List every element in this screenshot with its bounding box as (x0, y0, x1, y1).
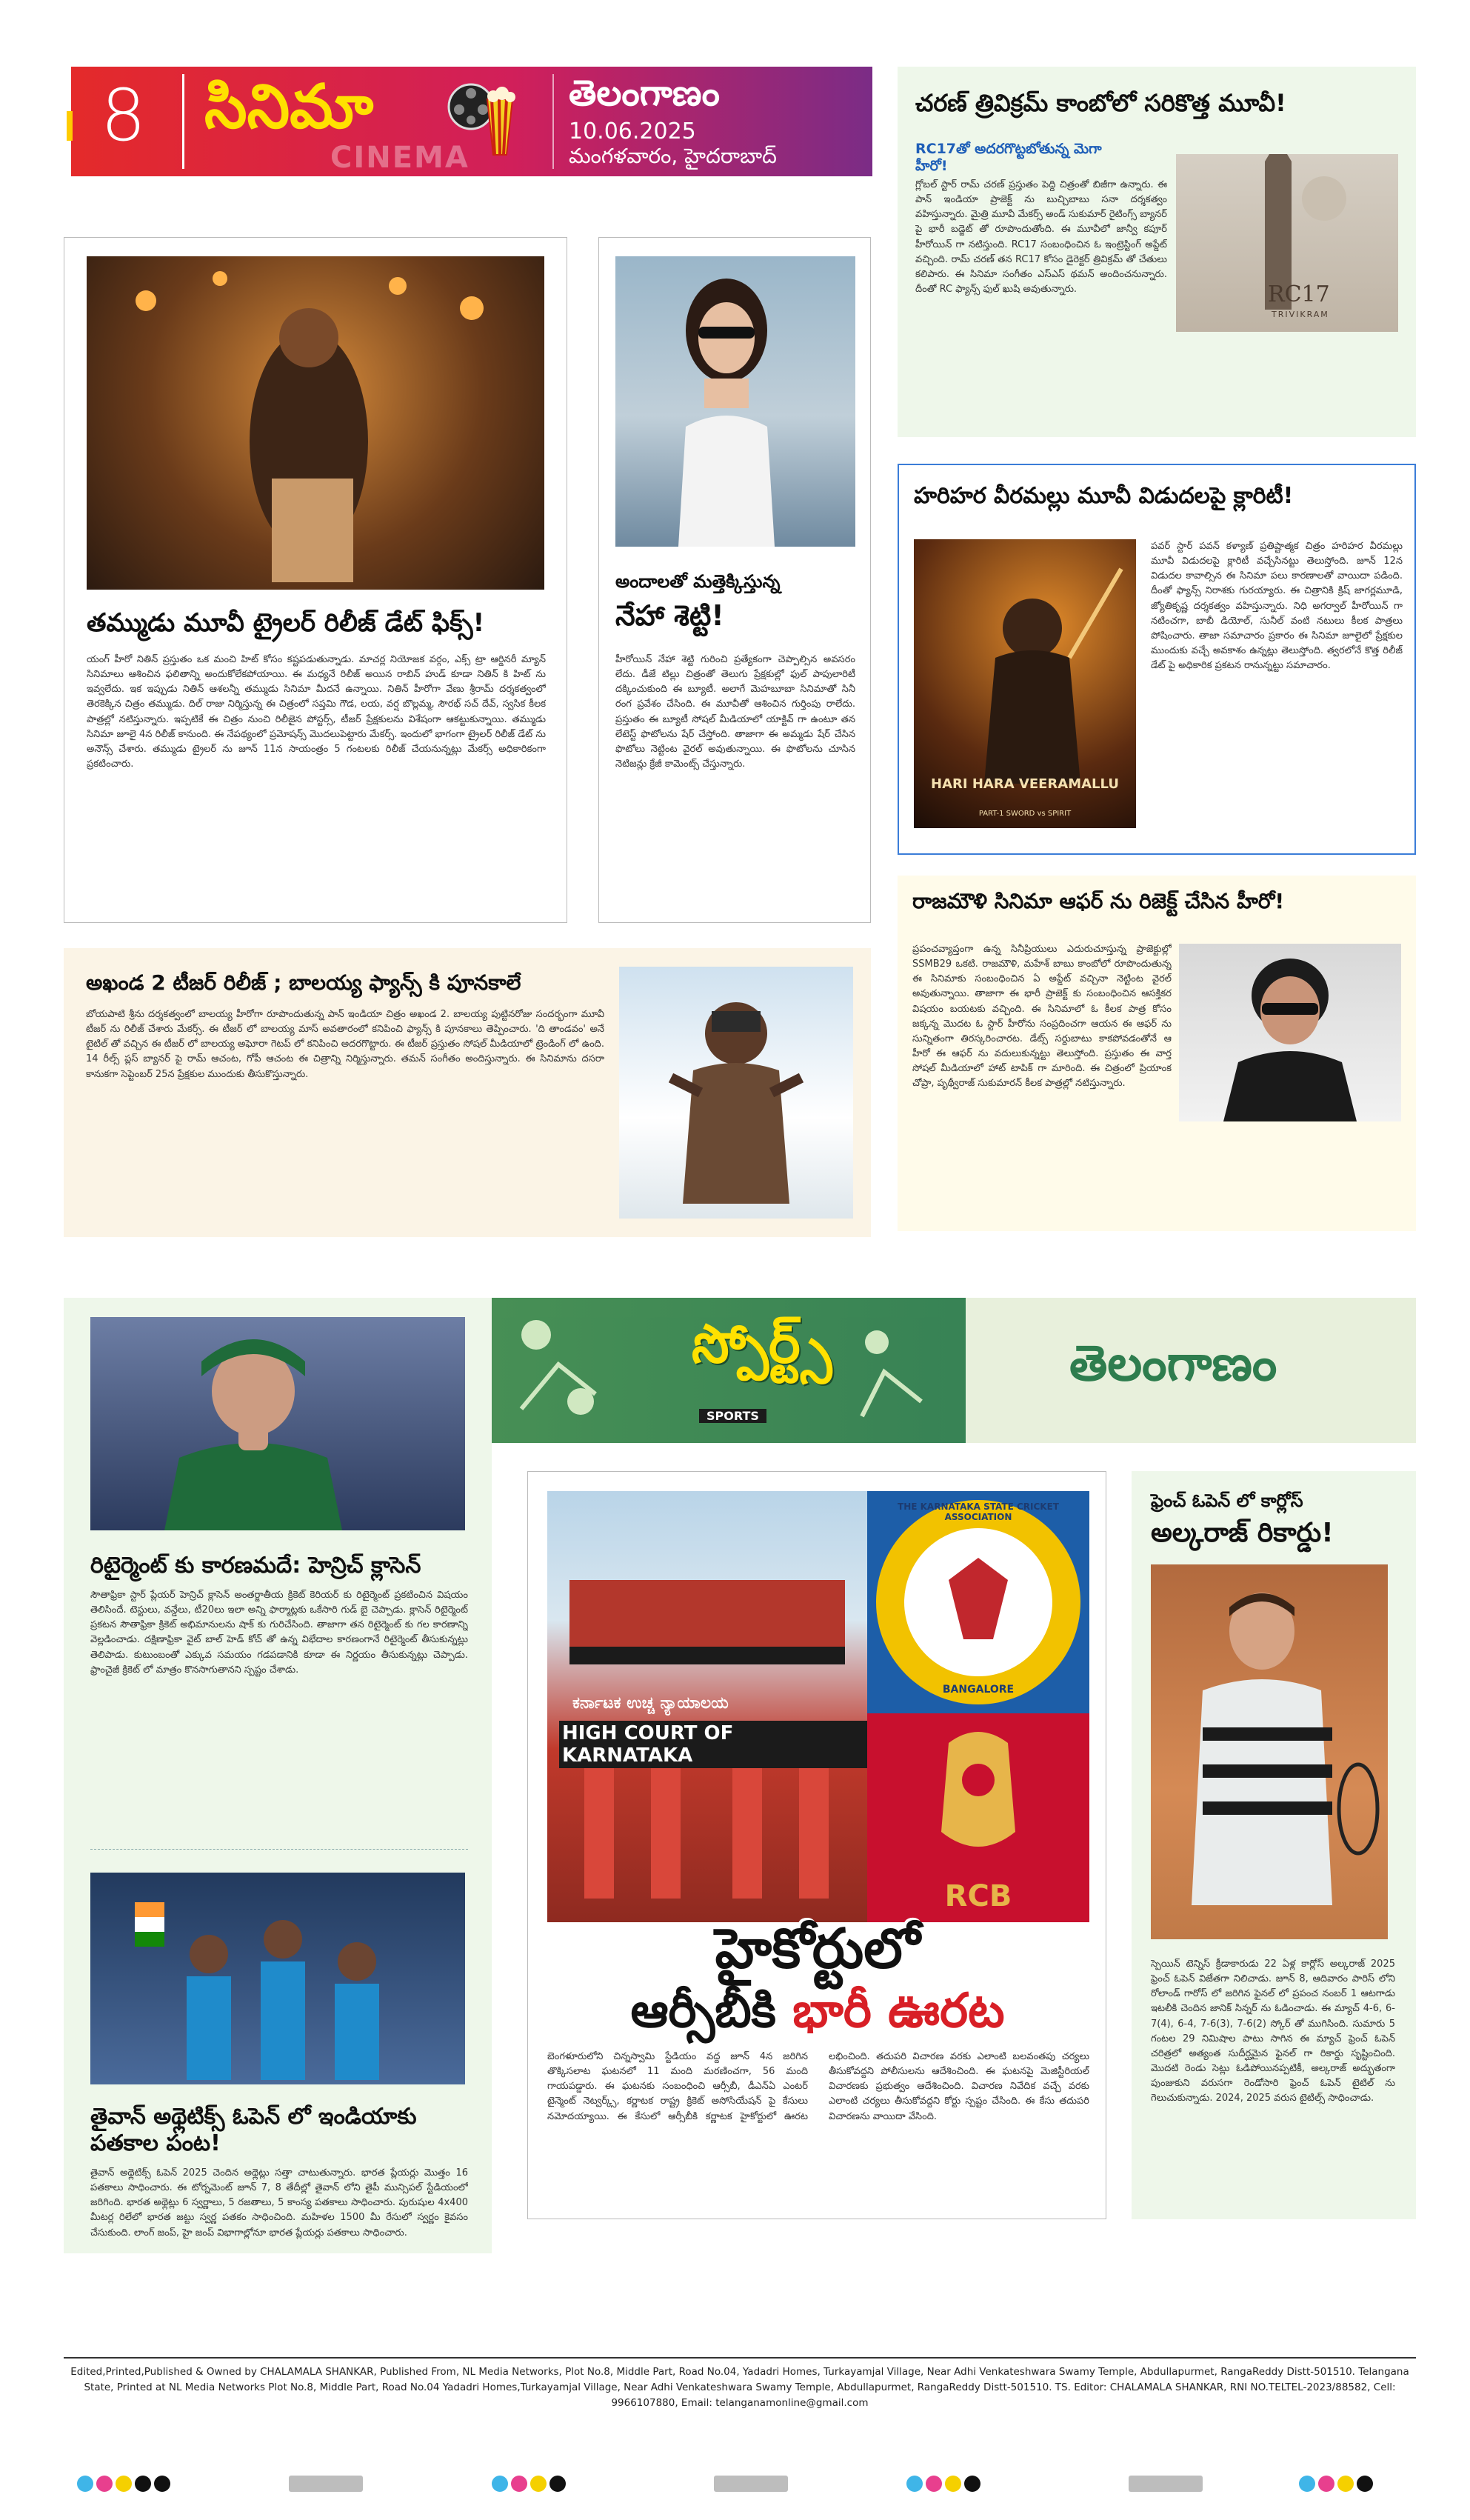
klaasen-photo (90, 1317, 465, 1530)
rc17-headline: చరణ్ త్రివిక్రమ్ కాంబోలో సరికొత్త మూవీ! (915, 89, 1286, 117)
film-reel-icon (441, 77, 515, 159)
alcaraz-body: స్పెయిన్ టెన్నిస్ క్రీడాకారుడు 22 ఏళ్ల కార్లోస్ అల్కరాజ్ 2025 ఫ్రెంచ్ ఓపెన్ విజేతగా నిలిచాడు. జూన్ 8, ఆదివారం పారిస్ లోని రోలాండ్ గారోస్ లో జరిగిన ఫైనల్ లో ప్రపంచ నంబర్ 1 ఆటగాడు ఇటలీకి చెందిన జానిక్ సిన్నర్ ను ఓడించాడు. ఈ మ్యాచ్ 4-6, 6-7(4), 6-4, 7-6(3), 7-6(2) స్కోర్ తో ముగిసింది. సుమారు 5 గంటల 29 నిమిషాల పాటు సాగిన ఈ మ్యాచ్ ఫ్రెంచ్ ఓపెన్ చరిత్రలో అత్యంత సుదీర్ఘమైన ఫైనల్ గా రికార్డు సృష్టించింది. మొదటి రెండు సెట్లు ఓడిపోయినప్పటికీ, అల్కరాజ్ అద్భుతంగా పుంజుకుని వరుసగా రెండోసారి ఫ్రెంచ్ ఓపెన్ టైటిల్ ను గెలుచుకున్నాడు. 2024, 2025 వరుస టైటిల్స్ సాధించాడు. (1151, 1959, 1395, 2104)
yellow-edge (67, 111, 73, 141)
masthead-divider-2 (552, 74, 554, 169)
sports-title-te: స్పోర్ట్స్ (692, 1313, 832, 1375)
page-number: 8 (101, 74, 147, 157)
taiwan-photo (90, 1873, 465, 2084)
klaasen-body: సౌతాఫ్రికా స్టార్ ప్లేయర్ హెన్రిచ్ క్లాసెన్ అంతర్జాతీయ క్రికెట్ కెరియర్ కు రిటైర్మెంట్ ప్రకటించిన విషయం తెలిసిందే. టెస్టులు, వన్డేలు, టీ20లు ఇలా అన్ని ఫార్మాట్లకు ఒకేసారి గుడ్ బై చెప్పాడు. క్లాసెన్ రిటైర్మెంట్ ప్రకటన సౌతాఫ్రికా క్రికెట్ అభిమానులను షాక్ కు గురిచేసింది. తాజాగా తన రిటైర్మెంట్ కు గల కారణాన్ని వెల్లడించాడు. దక్షిణాఫ్రికా వైట్ బాల్ హెడ్ కోచ్ తో ఉన్న విభేదాల కారణంగానే రిటైర్మెంట్ తీసుకున్నట్లు తెలిపాడు. కుటుంబంతో ఎక్కువ సమయం గడపడానికి కూడా ఈ నిర్ణయం తీసుకున్నట్లు చెప్పాడు. ఫ్రాంచైజీ క్రికెట్ లో మాత్రం కొనసాగుతానని స్పష్టం చేశాడు. (90, 1590, 468, 1676)
harihara-body: పవర్ స్టార్ పవన్ కళ్యాణ్ ప్రతిష్టాత్మక చిత్రం హరిహర వీరమల్లు మూవీ విడుదలపై క్లారిటీ వచ్చేసినట్టు తెలుస్తోంది. జూన్ 12న విడుదల కావాల్సిన ఈ సినిమా పలు కారణాలతో వాయిదా పడింది. దీంతో ఫ్యాన్స్ నిరాశకు గురయ్యారు. ఈ చిత్రానికి క్రిష్ జాగర్లమూడి, జ్యోతికృష్ణ దర్శకత్వం వహిస్తున్నారు. నిధి అగర్వాల్ హీరోయిన్ గా నటించగా, బాబీ డియోల్, సునీల్ వంటి నటులు కీలక పాత్రలు పోషించారు. తాజా సమాచారం ప్రకారం ఈ సినిమా జూలైలో ప్రేక్షకుల ముందుకు వచ్చే అవకాశం ఉన్నట్లు తెలుస్తోంది. త్వరలోనే కొత్త రిలీజ్ డేట్ పై అధికారిక ప్రకటన రానున్నట్టు సమాచారం. (1151, 541, 1403, 672)
sports-banner (492, 1298, 1416, 1443)
ksca-ring-text: THE KARNATAKA STATE CRICKET ASSOCIATION (898, 1501, 1059, 1522)
column-divider (90, 1849, 468, 1850)
harihara-headline: హరిహర వీరమల్లు మూవీ విడుదలపై క్లారిటీ! (914, 483, 1294, 509)
grey-bar-3 (1129, 2476, 1203, 2492)
article-thammudu (64, 237, 567, 923)
ksca-city: BANGALORE (942, 1684, 1015, 1696)
grey-bar-2 (714, 2476, 788, 2492)
neha-kicker: అందాలతో మత్తెక్కిస్తున్న (615, 571, 781, 592)
alcaraz-headline: అల్కరాజ్ రికార్డు! (1151, 1518, 1334, 1548)
sports-title-en: SPORTS (699, 1409, 766, 1423)
rcb-headline-line2a (528, 1983, 1107, 2040)
color-bar-1 (77, 2476, 173, 2495)
alcaraz-kicker: ఫ్రెంచ్ ఓపెన్ లో కార్లోస్ (1151, 1490, 1303, 1511)
harihara-poster-title: HARI HARA VEERAMALLU (931, 776, 1119, 792)
brand-name: తెలంగాణం (569, 73, 720, 114)
alcaraz-photo (1151, 1564, 1388, 1939)
harihara-poster-tag: PART-1 SWORD vs SPIRIT (978, 810, 1072, 818)
article-neha (598, 237, 871, 923)
thammudu-body: యంగ్ హీరో నితిన్ ప్రస్తుతం ఒక మంచి హిట్ కోసం కష్టపడుతున్నాడు. మాచర్ల నియోజక వర్గం, ఎక్స్ ట్రా ఆర్డినరీ మ్యాన్ సినిమాలు ఆశించిన ఫలితాన్ని అందుకోలేకపోయాయి. ఈ మధ్యనే రిలీజ్ అయిన రాబిన్ హుడ్ కూడా నితిన్ కి హిట్ ను ఇవ్వలేదు. ఇక ఇప్పుడు నితిన్ ఆశలన్నీ తమ్ముడు సినిమా మీదనే ఉన్నాయి. నితిన్ హీరోగా వేణు శ్రీరామ్ దర్శకత్వంలో తెరకెక్కిన చిత్రం తమ్ముడు. దిల్ రాజు నిర్మిస్తున్న ఈ చిత్రంలో సప్తమి గౌడ, లయ, వర్ష బొల్లమ్మ, సౌరభ్ సచ్ దేవ్, స్వసిక కీలక పాత్రల్లో నటిస్తున్నారు. ఇప్పటికే ఈ చిత్రం నుంచి రిలీజైన పోస్టర్స్, టీజర్ ప్రేక్షకులను విశేషంగా ఆకట్టుకున్నాయి. తమ్ముడు సినిమా జూలై 4న రిలీజ్ కానుంది. ఈ నేపథ్యంలో ప్రమోషన్స్ మొదలుపెట్టారు మేకర్స్. ఇందులో భాగంగా ట్రైలర్ రిలీజ్ డేట్ ను అనౌన్స్ చేశారు. తమ్ముడు ట్రైలర్ ను జూన్ 11న సాయంత్రం 5 గంటలకు రిలీజ్ చేయనున్నట్లు మేకర్స్ అధికారికంగా ప్రకటించారు. (87, 654, 546, 770)
color-bar-3 (906, 2476, 983, 2495)
sports-brand: తెలంగాణం (1069, 1335, 1277, 1392)
footer-imprint: Edited,Printed,Published & Owned by CHALAMALA SHANKAR, Published From, NL Media Networks, Plot No.8, Middle Part, Road No.04, Yadadri Homes, Turkayamjal Village, Near Adhi Venkateshwara Swamy Temple, Abdullapurmet, RangaReddy Distt-501510. Telangana State, Printed at NL Media Networks Plot No.8, Middle Part, Road No.04 Yadadri Homes,Turkayamjal Village, Near Adhi Venkateshwara Swamy Temple, Abdullapurmet, RangaReddy Distt-501510. TS. Editor: CHALAMALA SHANKAR, RNI NO.TELTEL-2023/88582, Cell: 9966107880, Email: telanganamonline@gmail.com (70, 2366, 1409, 2409)
ksca-logo (867, 1491, 1089, 1713)
registration-marks (77, 2476, 1410, 2498)
rcb-headline-part-b: భారీ ఊరట (792, 1984, 1005, 2039)
sports-left-column (64, 1298, 492, 2253)
article-rc17 (898, 67, 1416, 437)
section-title-en: CINEMA (330, 141, 470, 175)
rajamouli-photo (1179, 944, 1401, 1121)
akhanda-body: బోయపాటి శ్రీను దర్శకత్వంలో బాలయ్య హీరోగా రూపొందుతున్న పాన్ ఇండియా చిత్రం అఖండ 2. బాలయ్య పుట్టినరోజు సందర్భంగా మూవీ టీజర్ ను రిలీజ్ చేశారు మేకర్స్. ఈ టీజర్ లో బాలయ్య మాస్ అవతారంలో కనిపించి ఫ్యాన్స్ కి పూనకాలు తెప్పించారు. 'ది తాండవం' అనే టైటిల్ తో వచ్చిన ఈ టీజర్ లో బాలయ్య అఘోరా గెటప్ లో కనిపించి అదరగొట్టారు. ఈ టీజర్ ప్రస్తుతం సోషల్ మీడియాలో ట్రెండింగ్ లో ఉంది. 14 రీల్స్ ప్లస్ బ్యానర్ పై రామ్ ఆచంట, గోపీ ఆచంట ఈ చిత్రాన్ని నిర్మిస్తున్నారు. తమన్ సంగీతం అందిస్తున్నారు. ఈ సినిమాను దసరా కానుకగా సెప్టెంబర్ 25న ప్రేక్షకుల ముందుకు తీసుకొస్తున్నారు. (86, 1009, 604, 1080)
masthead-divider (182, 74, 184, 169)
thammudu-headline: తమ్ముడు మూవీ ట్రైలర్ రిలీజ్ డేట్ ఫిక్స్! (87, 608, 485, 638)
rc17-subhead: RC17తో అదరగొట్టబోతున్న మెగా హీరో! (915, 141, 1102, 174)
article-akhanda (64, 948, 871, 1237)
issue-date: 10.06.2025 (569, 119, 696, 144)
high-court-sign-local: ಕರ್ನಾಟಕ ಉಚ್ಚ ನ್ಯಾಯಾಲಯ (572, 1694, 729, 1713)
rc17-poster-title: RC17 (1268, 281, 1330, 307)
thammudu-photo (87, 256, 544, 590)
neha-photo (615, 256, 855, 547)
issue-day-place: మంగళవారం, హైదరాబాద్ (569, 144, 777, 168)
high-court-sign-en: HIGH COURT OF KARNATAKA (559, 1721, 870, 1768)
footer-rule (64, 2357, 1416, 2359)
color-bar-2 (492, 2476, 569, 2495)
color-bar-4 (1299, 2476, 1376, 2495)
klaasen-headline: రిటైర్మెంట్ కు కారణమదే: హెన్రిచ్ క్లాసెన్ (90, 1553, 421, 1579)
akhanda-photo (619, 967, 853, 1219)
rcb-headline-line1: హైకోర్టులో (715, 1917, 921, 1981)
rcb-body: బెంగళూరులోని చిన్నస్వామి స్టేడియం వద్ద జూన్ 4న జరిగిన తొక్కిసలాట ఘటనలో 11 మంది మరణించగా, 56 మంది గాయపడ్డారు. ఈ ఘటనకు సంబంధించి ఆర్సీబీ, డీఎన్ఏ ఎంటర్ టైన్మెంట్ నెట్వర్క్స్, కర్ణాటక రాష్ట్ర క్రికెట్ అసోసియేషన్ పై కేసులు నమోదయ్యాయి. ఈ కేసులో ఆర్సీబీకి కర్ణాటక హైకోర్టులో ఊరట లభించింది. తదుపరి విచారణ వరకు ఎలాంటి బలవంతపు చర్యలు తీసుకోవద్దని పోలీసులను ఆదేశించింది. ఈ ఘటనపై మెజిస్టీరియల్ విచారణకు ప్రభుత్వం ఆదేశించింది. విచారణ నివేదిక వచ్చే వరకు ఎలాంటి చర్యలు తీసుకోవద్దని కోర్టు స్పష్టం చేసింది. ఈ కేసు తదుపరి విచారణను వాయిదా వేసింది. (547, 2051, 1089, 2122)
masthead (71, 67, 872, 176)
neha-body: హీరోయిన్ నేహా శెట్టి గురించి ప్రత్యేకంగా చెప్పాల్సిన అవసరం లేదు. డీజే టిల్లు చిత్రంతో తెలుగు ప్రేక్షకుల్లో ఫుల్ పాపులారిటీ దక్కించుకుంది ఈ బ్యూటీ. అలాగే మెహబూబా సినిమాతో సినీ రంగ ప్రవేశం చేసింది. ఈ మూవీతో ఆశించిన గుర్తింపు రాలేదు. ప్రస్తుతం ఈ బ్యూటీ సోషల్ మీడియాలో యాక్టివ్ గా ఉంటూ తన లేటెస్ట్ ఫొటోలను షేర్ చేస్తోంది. తాజాగా ఈ అమ్మడు షేర్ చేసిన ఫొటోలు నెట్టింట వైరల్ అవుతున్నాయి. ఈ ఫొటోలను చూసిన నెటిజన్లు క్రేజీ కామెంట్స్ చేస్తున్నారు. (615, 654, 855, 770)
article-rajamouli (898, 876, 1416, 1231)
rcb-headline-part-a: ఆర్సీబీకి (630, 1984, 776, 2039)
akhanda-headline: అఖండ 2 టీజర్ రిలీజ్ ; బాలయ్య ఫ్యాన్స్ కి పూనకాలే (86, 970, 521, 995)
article-rcb (527, 1471, 1106, 2219)
rc17-poster-sub: TRIVIKRAM (1272, 310, 1329, 319)
grey-bar-1 (289, 2476, 363, 2492)
rajamouli-headline: రాజమౌళి సినిమా ఆఫర్ ను రిజెక్ట్ చేసిన హీరో! (912, 889, 1285, 913)
taiwan-body: తైవాన్ అథ్లెటిక్స్ ఓపెన్ 2025 చెందిన అథ్లెట్లు సత్తా చాటుతున్నారు. భారత ప్లేయర్లు మొత్తం 16 పతకాలు సాధించారు. ఈ టోర్నమెంట్ జూన్ 7, 8 తేదీల్లో తైవాన్ లోని తైపీ మున్సిపల్ స్టేడియంలో జరిగింది. భారత అథ్లెట్లు 6 స్వర్ణాలు, 5 రజతాలు, 5 కాంస్య పతకాలు సాధించారు. పురుషుల 4x400 మీటర్ల రిలేలో భారత జట్టు స్వర్ణ పతకం సాధించింది. మహిళల 1500 మీ రేసులో స్వర్ణం కైవసం చేసుకుంది. లాంగ్ జంప్, హై జంప్ విభాగాల్లోనూ భారత ప్లేయర్లు పతకాలు సాధించారు. (90, 2167, 468, 2239)
article-alcaraz (1132, 1471, 1416, 2219)
neha-headline: నేహా శెట్టి! (615, 599, 724, 632)
section-title-te: సినిమా (204, 72, 374, 142)
taiwan-headline: తైవాన్ అథ్లెటిక్స్ ఓపెన్ లో ఇండియాకు పతకాల పంట! (90, 2104, 417, 2156)
rajamouli-body: ప్రపంచవ్యాప్తంగా ఉన్న సినీప్రియులు ఎదురుచూస్తున్న ప్రాజెక్టుల్లో SSMB29 ఒకటి. రాజమౌళి, మహేశ్ బాబు కాంబోలో రూపొందుతున్న ఈ సినిమాకు సంబంధించిన ఏ అప్డేట్ వచ్చినా నెట్టింట వైరల్ అవుతున్నాయి. తాజాగా ఈ భారీ ప్రాజెక్ట్ కు సంబంధించిన ఆసక్తికర విషయం బయటకు వచ్చింది. ఈ సినిమాలో ఓ కీలక పాత్ర కోసం జక్కన్న మొదట ఓ స్టార్ హీరోను సంప్రదించగా ఆయన ఈ ఆఫర్ ను సున్నితంగా తిరస్కరించారట. డేట్స్ సర్దుబాటు కాకపోవడంతోనే ఆ హీరో ఈ ఆఫర్ ను వదులుకున్నట్టు తెలుస్తోంది. ప్రస్తుతం ఈ వార్త సోషల్ మీడియాలో హాట్ టాపిక్ గా మారింది. ఈ చిత్రంలో ప్రియాంక చోప్రా, పృథ్వీరాజ్ సుకుమారన్ కీలక పాత్రల్లో నటిస్తున్నారు. (912, 944, 1172, 1090)
rc17-body: గ్లోబల్ స్టార్ రామ్ చరణ్ ప్రస్తుతం పెద్ది చిత్రంతో బిజీగా ఉన్నారు. ఈ పాన్ ఇండియా ప్రాజెక్ట్ ను బుచ్చిబాబు సనా దర్శకత్వం వహిస్తున్నారు. మైత్రి మూవీ మేకర్స్ అండ్ సుకుమార్ రైటింగ్స్ బ్యానర్ పై భారీ బడ్జెట్ తో రూపొందుతోంది. ఈ మూవీలో జాన్వీ కపూర్ హీరోయిన్ గా నటిస్తుంది. RC17 సంబంధించిన ఓ ఇంట్రెస్టింగ్ అప్డేట్ వచ్చింది. రామ్ చరణ్ తన RC17 కోసం డైరెక్టర్ త్రివిక్రమ్ తో చేతులు కలిపారు. ఈ సినిమా సంగీతం ఎస్ఎస్ థమన్ అందించనున్నారు. దీంతో RC ఫ్యాన్స్ ఫుల్ ఖుషి అవుతున్నారు. (915, 179, 1167, 295)
article-harihara (898, 464, 1416, 855)
rcb-logo-text: RCB (944, 1879, 1012, 1913)
